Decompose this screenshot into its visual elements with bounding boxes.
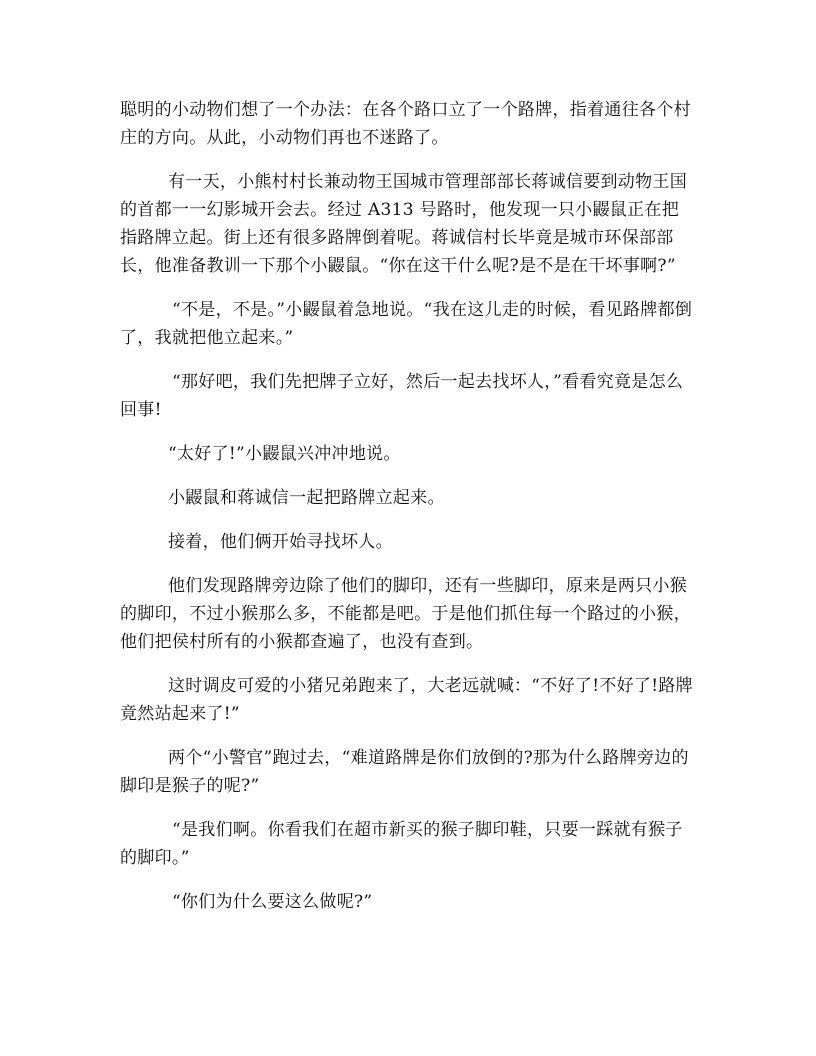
document-body bbox=[120, 96, 696, 932]
paragraph-5: “太好了!”小鼹鼠兴冲冲地说。 bbox=[168, 444, 401, 464]
paragraph-2: 有一天，小熊村村长兼动物王国城市管理部部长蒋诚信要到动物王国的首都一一幻影城开会去。经过 A313 号路时，他发现一只小鼹鼠正在把指路牌立起。街上还有很多路牌倒着呢。蒋诚信村长毕竟是城市环保部部长，他准备教训一下那个小鼹鼠。“你在这干什么呢?是不是在干坏事啊?” bbox=[120, 172, 687, 276]
paragraph-7: 接着，他们俩开始寻找坏人。 bbox=[168, 532, 393, 552]
paragraph-4: “那好吧，我们先把牌子立好，然后一起去找坏人，”看看究竟是怎么回事! bbox=[120, 372, 684, 420]
paragraph-6: 小鼹鼠和蒋诚信一起把路牌立起来。 bbox=[168, 488, 445, 508]
paragraph-1: 聪明的小动物们想了一个办法：在各个路口立了一个路牌，指着通往各个村庄的方向。从此，小动物们再也不迷路了。 bbox=[120, 100, 691, 148]
paragraph-8: 他们发现路牌旁边除了他们的脚印，还有一些脚印，原来是两只小猴的脚印，不过小猴那么多，不能都是吧。于是他们抓住每一个路过的小猴，他们把侯村所有的小猴都查遍了，也没有查到。 bbox=[120, 576, 691, 652]
paragraph-12: “你们为什么要这么做呢?” bbox=[172, 892, 373, 912]
paragraph-11: “是我们啊。你看我们在超市新买的猴子脚印鞋，只要一踩就有猴子的脚印。” bbox=[120, 820, 683, 868]
paragraph-3: “不是，不是。”小鼹鼠着急地说。“我在这儿走的时候，看见路牌都倒了，我就把他立起来。” bbox=[120, 300, 693, 348]
paragraph-9: 这时调皮可爱的小猪兄弟跑来了，大老远就喊：“不好了!不好了!路牌竟然站起来了!” bbox=[120, 676, 693, 724]
paragraph-10: 两个“小警官”跑过去，“难道路牌是你们放倒的?那为什么路牌旁边的脚印是猴子的呢?” bbox=[120, 748, 689, 796]
